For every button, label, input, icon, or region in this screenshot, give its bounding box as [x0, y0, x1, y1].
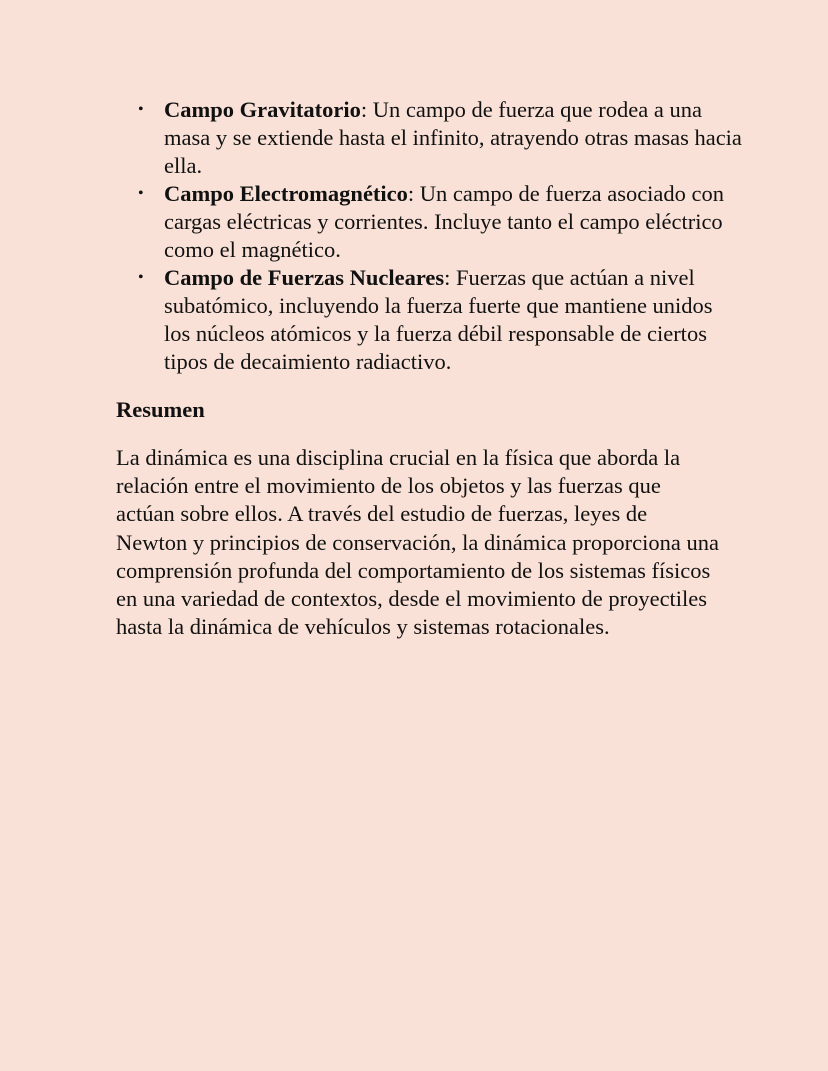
list-item-term: Campo Electromagnético — [164, 181, 408, 206]
force-fields-list — [138, 96, 744, 376]
summary-paragraph: La dinámica es una disciplina crucial en la física que aborda la relación entre el movimiento de los objetos y las fuerzas que actúan sobre ellos. A través del estudio de fuerzas, leyes de Newton y principios de conservación, la dinámica proporciona una comprensión profunda del comportamiento de los sistemas físicos en una variedad de contextos, desde el movimiento de proyectiles hasta la dinámica de vehículos y sistemas rotacionales. — [116, 445, 719, 640]
summary-heading: Resumen — [116, 397, 205, 422]
list-item-description: : Un campo de fuerza que rodea a una masa y se extiende hasta el infinito, atrayendo otras masas hacia ella. — [164, 97, 742, 178]
list-item — [138, 264, 744, 376]
list-item-description: : Un campo de fuerza asociado con cargas eléctricas y corrientes. Incluye tanto el campo eléctrico como el magnético. — [164, 181, 725, 262]
list-item — [138, 180, 744, 264]
list-item-term: Campo de Fuerzas Nucleares — [164, 265, 445, 290]
list-item — [138, 96, 744, 180]
bullet-icon: • — [138, 185, 144, 202]
bullet-icon: • — [138, 101, 144, 118]
list-item-description: : Fuerzas que actúan a nivel subatómico, incluyendo la fuerza fuerte que mantiene unidos los núcleos atómicos y la fuerza débil responsable de ciertos tipos de decaimiento radiactivo. — [164, 265, 713, 374]
list-item-term: Campo Gravitatorio — [164, 97, 361, 122]
bullet-icon: • — [138, 269, 144, 286]
